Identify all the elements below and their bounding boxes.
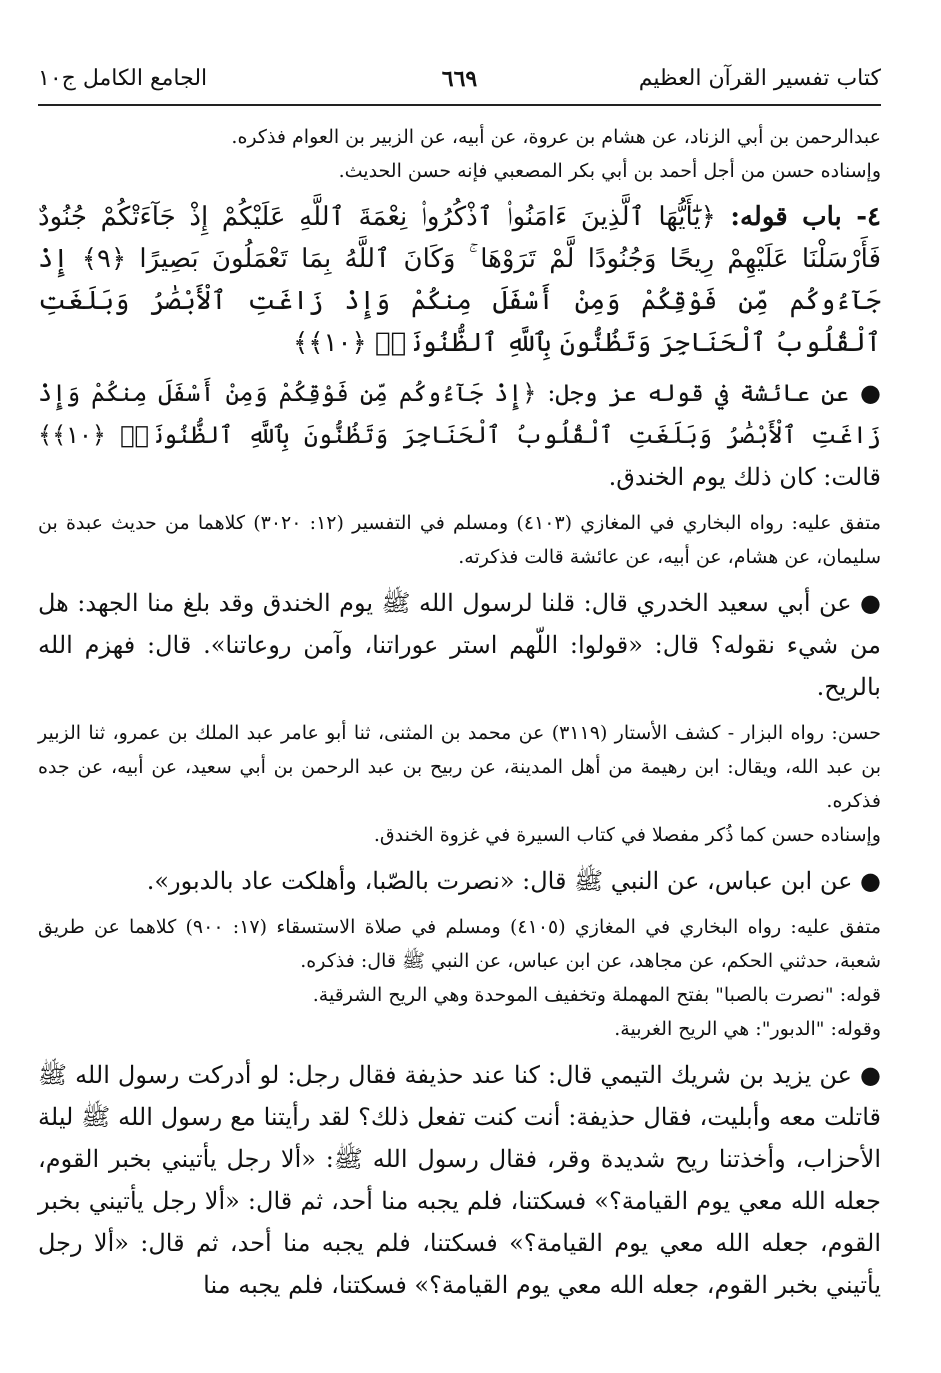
isnad-note: عبدالرحمن بن أبي الزناد، عن هشام بن عروة، عن أبيه، عن الزبير بن العوام فذكره.	[231, 126, 881, 148]
verse-text: ﴿يَٰٓأَيُّهَا ٱلَّذِينَ ءَامَنُوا۟ ٱذْكُرُوا۟ نِعْمَةَ ٱللَّهِ عَلَيْكُمْ إِذْ جَآءَتْكُمْ جُنُودٌ فَأَرْسَلْنَا عَلَيْهِمْ رِيحًا وَجُنُودًا لَّمْ تَرَوْهَا ۚ وَكَانَ ٱللَّهُ بِمَا تَعْمَلُونَ بَصِيرًا ﴿٩﴾ إِذْ جَآءُوكُم مِّن فَوْقِكُمْ وَمِنْ أَسْفَلَ مِنكُمْ وَإِذْ زَاغَتِ ٱلْأَبْصَٰرُ وَبَلَغَتِ ٱلْقُلُوبُ ٱلْحَنَاجِرَ وَتَظُنُّونَ بِٱللَّهِ ٱلظُّنُونَا۠ ﴿١٠﴾﴾	[38, 202, 882, 358]
hadith-text: ● عن عائشة في قوله عز وجل: ﴿إِذْ جَآءُوكُم مِّن فَوْقِكُمْ وَمِنْ أَسْفَلَ مِنكُمْ وَإِذْ زَاغَتِ ٱلْأَبْصَٰرُ وَبَلَغَتِ ٱلْقُلُوبُ ٱلْحَنَاجِرَ وَتَظُنُّونَ بِٱللَّهِ ٱلظُّنُونَا۠ ﴿١٠﴾﴾ قالت: كان ذلك يوم الخندق.	[38, 379, 881, 491]
chapter-verse	[38, 196, 881, 364]
page-number: ٦٦٩	[441, 66, 478, 92]
collection-title: الجامع الكامل ج١٠	[38, 66, 208, 91]
grading-note: وإسناده حسن كما ذُكر مفصلا في كتاب السيرة في غزوة الخندق.	[373, 824, 881, 846]
takhrij-note: متفق عليه: رواه البخاري في المغازي (٤١٠٥) ومسلم في صلاة الاستسقاء (١٧: ٩٠٠) كلاهما عن طريق شعبة، حدثني الحكم، عن مجاهد، عن ابن عباس، عن النبي ﷺ قال: فذكره.	[38, 916, 881, 972]
takhrij-note: حسن: رواه البزار - كشف الأستار (٣١١٩) عن محمد بن المثنى، ثنا أبو عامر عبد الملك بن عمرو، ثنا الزبير بن عبد الله، ويقال: ابن رهيمة من أهل المدينة، عن ربيح بن عبد الرحمن بن أبي سعيد، عن أبيه، عن جده فذكره.	[38, 722, 881, 812]
hadith-text: ● عن يزيد بن شريك التيمي قال: كنا عند حذيفة فقال رجل: لو أدركت رسول الله ﷺ قاتلت معه وأبليت، فقال حذيفة: أنت كنت تفعل ذلك؟ لقد رأيتنا مع رسول الله ﷺ ليلة الأحزاب، وأخذتنا ريح شديدة وقر، فقال رسول الله ﷺ: «ألا رجل يأتيني بخبر القوم، جعله الله معي يوم القيامة؟» فسكتنا، فلم يجبه منا أحد، ثم قال: «ألا رجل يأتيني بخبر القوم، جعله الله معي يوم القيامة؟» فسكتنا، فلم يجبه منا أحد، ثم قال: «ألا رجل يأتيني بخبر القوم، جعله الله معي يوم القيامة؟» فسكتنا، فلم يجبه منا	[38, 1061, 881, 1299]
explanation-note: وقوله: "الدبور": هي الريح الغربية.	[614, 1018, 881, 1040]
hadith-text: ● عن ابن عباس، عن النبي ﷺ قال: «نصرت بالصّبا، وأهلكت عاد بالدبور».	[146, 867, 881, 895]
hadith-text: ● عن أبي سعيد الخدري قال: قلنا لرسول الله ﷺ يوم الخندق وقد بلغ منا الجهد: هل من شيء نقوله؟ قال: «قولوا: اللّهم استر عوراتنا، وآمن روعاتنا». قال: فهزم الله بالريح.	[38, 589, 881, 701]
page-body	[38, 120, 881, 1306]
grading-note: وإسناده حسن من أجل أحمد بن أبي بكر المصعبي فإنه حسن الحديث.	[338, 160, 881, 182]
running-header	[38, 60, 881, 106]
explanation-note: قوله: "نصرت بالصبا" بفتح المهملة وتخفيف الموحدة وهي الريح الشرقية.	[312, 984, 881, 1006]
book-title: كتاب تفسير القرآن العظيم	[638, 66, 881, 91]
chapter-heading: ٤- باب قوله:	[715, 202, 881, 232]
takhrij-note: متفق عليه: رواه البخاري في المغازي (٤١٠٣) ومسلم في التفسير (١٢: ٣٠٢٠) كلاهما من حديث عبدة بن سليمان، عن هشام، عن أبيه، عن عائشة قالت فذكرته.	[38, 512, 882, 568]
